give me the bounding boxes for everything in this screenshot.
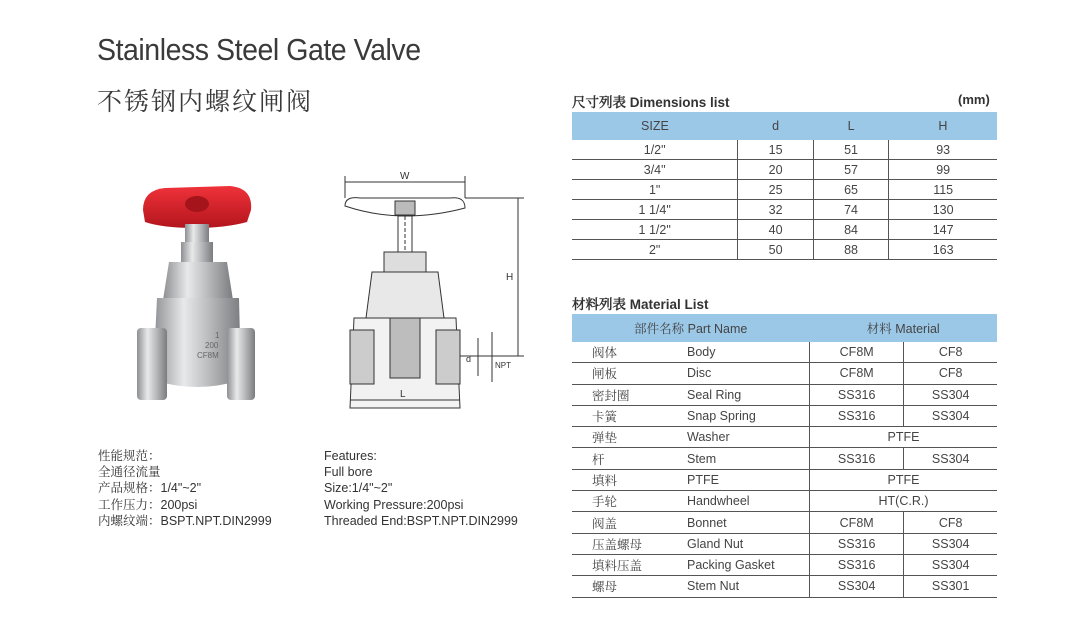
table-cell: Stem Nut	[687, 576, 810, 597]
table-cell: 88	[813, 240, 888, 260]
table-cell: Stem	[687, 448, 810, 469]
table-cell: SS316	[810, 533, 904, 554]
spec-line: 工作压力：200psi	[98, 497, 198, 512]
specs-en	[324, 448, 518, 529]
table-cell: Handwheel	[687, 491, 810, 512]
table-cell: SS316	[810, 554, 904, 575]
table-cell: 115	[889, 180, 997, 200]
table-cell: 57	[813, 160, 888, 180]
table-cell: 163	[889, 240, 997, 260]
table-cell: SS316	[810, 384, 904, 405]
photo-marking-pressure: 200	[205, 341, 219, 350]
dimensions-heading	[572, 91, 730, 111]
table-cell: CF8M	[810, 342, 904, 363]
table-cell: 2"	[572, 240, 738, 260]
table-row	[572, 491, 997, 512]
column-header: L	[813, 112, 888, 140]
table-cell: CF8	[904, 512, 997, 533]
table-cell: 闸板	[572, 363, 687, 384]
table-cell: PTFE	[687, 469, 810, 490]
drawing-label-w: W	[400, 171, 410, 182]
table-cell: 93	[889, 140, 997, 160]
table-cell: 147	[889, 220, 997, 240]
table-row	[572, 180, 997, 200]
table-cell: 密封圈	[572, 384, 687, 405]
page-subtitle-cn: 不锈钢内螺纹闸阀	[97, 87, 314, 116]
table-row	[572, 427, 997, 448]
table-cell: 阀体	[572, 342, 687, 363]
valve-photo	[135, 180, 255, 405]
table-row	[572, 469, 997, 490]
spec-line: Threaded End:BSPT.NPT.DIN2999	[324, 513, 518, 528]
photo-marking-size: 1	[215, 331, 220, 340]
table-cell: SS304	[904, 554, 997, 575]
spec-line: 产品规格：1/4"~2"	[98, 481, 202, 496]
table-cell: SS304	[904, 405, 997, 426]
table-cell: 20	[738, 160, 813, 180]
table-row	[572, 140, 997, 160]
table-cell: 15	[738, 140, 813, 160]
materials-heading-en: Material List	[629, 297, 709, 312]
table-cell: Snap Spring	[687, 405, 810, 426]
table-cell: Body	[687, 342, 810, 363]
materials-table	[572, 314, 997, 598]
table-cell: SS316	[810, 405, 904, 426]
spec-line: Working Pressure:200psi	[324, 497, 464, 512]
column-header-material: 材料 Material	[810, 314, 998, 342]
table-cell: HT(C.R.)	[810, 491, 998, 512]
table-cell: SS301	[904, 576, 997, 597]
dimensions-table-body	[572, 140, 997, 260]
table-cell: Packing Gasket	[687, 554, 810, 575]
table-cell: 40	[738, 220, 813, 240]
materials-table-body	[572, 342, 997, 597]
table-cell: 1/2"	[572, 140, 738, 160]
materials-heading	[572, 293, 709, 313]
table-row	[572, 384, 997, 405]
table-cell: CF8M	[810, 512, 904, 533]
table-cell: Disc	[687, 363, 810, 384]
table-cell: 螺母	[572, 576, 687, 597]
spec-line: 内螺纹端：BSPT.NPT.DIN2999	[98, 513, 272, 528]
table-row	[572, 576, 997, 597]
materials-heading-cn: 材料列表	[572, 297, 626, 312]
spec-line: Full bore	[324, 465, 373, 480]
table-cell: PTFE	[810, 427, 998, 448]
table-row	[572, 554, 997, 575]
table-row	[572, 220, 997, 240]
drawing-label-h: H	[506, 272, 514, 283]
table-cell: 卡簧	[572, 405, 687, 426]
spec-line: Size:1/4"~2"	[324, 481, 393, 496]
dimensions-unit: (mm)	[958, 92, 990, 107]
table-cell: 1"	[572, 180, 738, 200]
table-row	[572, 342, 997, 363]
drawing-label-npt: NPT	[495, 361, 511, 370]
table-cell: CF8	[904, 342, 997, 363]
table-cell: 1 1/2"	[572, 220, 738, 240]
table-row	[572, 200, 997, 220]
dimensions-table	[572, 112, 997, 260]
table-header-row	[572, 112, 997, 140]
table-cell: Gland Nut	[687, 533, 810, 554]
table-cell: 1 1/4"	[572, 200, 738, 220]
dimensions-heading-en: Dimensions list	[629, 95, 730, 110]
table-cell: 弹垫	[572, 427, 687, 448]
table-cell: SS304	[904, 384, 997, 405]
table-cell: 填料	[572, 469, 687, 490]
table-cell: 3/4"	[572, 160, 738, 180]
table-cell: PTFE	[810, 469, 998, 490]
table-row	[572, 240, 997, 260]
table-cell: CF8	[904, 363, 997, 384]
table-row	[572, 512, 997, 533]
table-cell: 65	[813, 180, 888, 200]
table-cell: 手轮	[572, 491, 687, 512]
table-cell: 50	[738, 240, 813, 260]
table-cell: SS304	[904, 533, 997, 554]
table-cell: 74	[813, 200, 888, 220]
table-row	[572, 405, 997, 426]
table-cell: CF8M	[810, 363, 904, 384]
table-cell: 84	[813, 220, 888, 240]
table-cell: SS304	[904, 448, 997, 469]
table-row	[572, 533, 997, 554]
table-header-row	[572, 314, 997, 342]
table-cell: 32	[738, 200, 813, 220]
table-cell: Washer	[687, 427, 810, 448]
column-header: d	[738, 112, 813, 140]
table-cell: Seal Ring	[687, 384, 810, 405]
page-title: Stainless Steel Gate Valve	[97, 32, 421, 67]
table-cell: SS316	[810, 448, 904, 469]
drawing-label-d: d	[466, 354, 472, 364]
table-row	[572, 363, 997, 384]
spec-line: Features:	[324, 449, 377, 463]
spec-line: 全通径流量	[98, 465, 161, 480]
column-header-part: 部件名称 Part Name	[572, 314, 810, 342]
table-cell: 51	[813, 140, 888, 160]
table-cell: 99	[889, 160, 997, 180]
table-cell: 填料压盖	[572, 554, 687, 575]
table-cell: Bonnet	[687, 512, 810, 533]
table-cell: 压盖螺母	[572, 533, 687, 554]
table-cell: 杆	[572, 448, 687, 469]
column-header: H	[889, 112, 997, 140]
column-header: SIZE	[572, 112, 738, 140]
specs-cn	[98, 448, 272, 529]
drawing-label-l: L	[400, 389, 406, 400]
table-row	[572, 448, 997, 469]
table-row	[572, 160, 997, 180]
dimensions-heading-cn: 尺寸列表	[572, 95, 626, 110]
spec-line: 性能规范：	[98, 449, 161, 463]
photo-marking-material: CF8M	[197, 351, 219, 360]
table-cell: 25	[738, 180, 813, 200]
table-cell: 阀盖	[572, 512, 687, 533]
valve-drawing	[340, 168, 530, 418]
table-cell: SS304	[810, 576, 904, 597]
table-cell: 130	[889, 200, 997, 220]
